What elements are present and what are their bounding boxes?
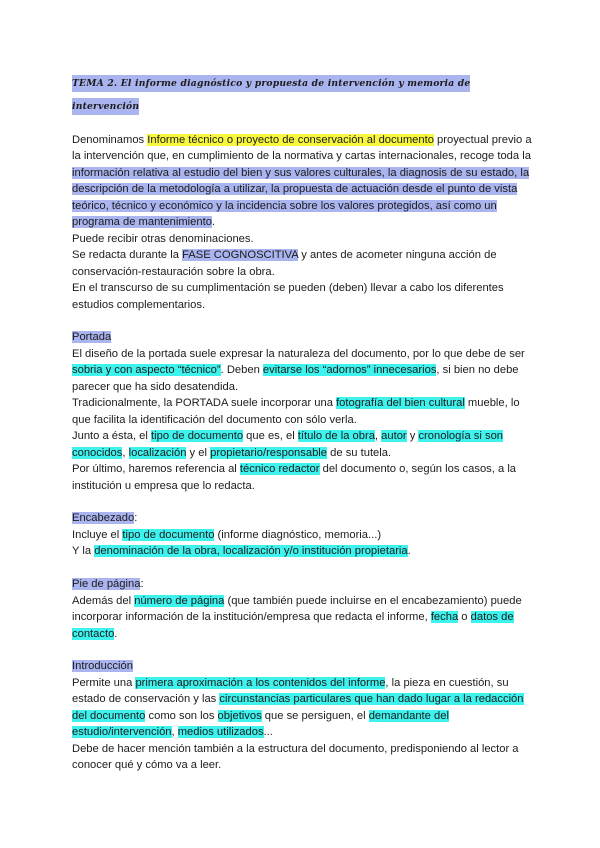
- portada-paragraph-fotografia: Tradicionalmente, la PORTADA suele incorporar una fotografía del bien cultural mueble, lo que facilita la identificación del documento con sólo verla.: [72, 397, 520, 426]
- document-page: [72, 72, 532, 774]
- highlight-objetivos: objetivos: [217, 709, 262, 722]
- intro-paragraph-denominaciones: Puede recibir otras denominaciones.: [72, 232, 254, 245]
- introduccion-paragraph-aproximacion: Permite una primera aproximación a los contenidos del informe, la pieza en cuestión, su estado de conservación y las circunstancias particulares que han dado lugar a la redacción del documento como son los objetivos que se persiguen, el demandante del estudio/intervención, medios utilizados...: [72, 676, 524, 739]
- highlight-tipo-documento: tipo de documento: [151, 430, 244, 443]
- highlight-fase-cognoscitiva: FASE COGNOSCITIVA: [182, 249, 299, 262]
- highlight-autor: autor: [381, 430, 407, 443]
- highlight-numero-pagina: número de página: [134, 594, 225, 607]
- highlight-datos-contacto: datos de contacto: [72, 611, 514, 640]
- highlight-fotografia: fotografía del bien cultural: [336, 397, 465, 410]
- pie-paragraph: Además del número de página (que también puede incluirse en el encabezamiento) puede incorporar información de la institución/empresa que redacta el informe, fecha o datos de contacto.: [72, 594, 522, 640]
- title-text: TEMA 2. El informe diagnóstico y propuesta de intervención y memoria de intervención: [72, 75, 470, 115]
- highlight-demandante: demandante del estudio/intervención: [72, 709, 449, 739]
- highlight-sobria: sobria y con aspecto “técnico”: [72, 364, 221, 377]
- highlight-titulo-obra: título de la obra: [297, 430, 375, 443]
- highlight-primera-aproximacion: primera aproximación a los contenidos del informe: [135, 676, 386, 689]
- portada-paragraph-diseno: El diseño de la portada suele expresar la naturaleza del documento, por lo que debe de ser sobria y con aspecto “técnico”. Deben evitarse los “adornos” innecesarios, si bien no debe parecer que ha sido desatendida.: [72, 347, 525, 393]
- portada-paragraph-datos: Junto a ésta, el tipo de documento que es, el título de la obra, autor y cronología si son conocidos, localización y el propietario/responsable de su tutela.: [72, 430, 504, 459]
- highlight-informacion-relativa: información relativa al estudio del bien y sus valores culturales, la diagnosis de su estado, la descripción de la metodología a utilizar, la propuesta de actuación desde el punto de vista teórico, técnico y económico y la incidencia sobre los valores protegidos, así como un programa de mantenimiento: [72, 166, 530, 229]
- intro-paragraph-estudios: En el transcurso de su cumplimentación se pueden (deben) llevar a cabo los diferentes estudios complementarios.: [72, 282, 504, 311]
- section-heading-portada: Portada: [72, 331, 112, 344]
- intro-paragraph-fase: Se redacta durante la FASE COGNOSCITIVA y antes de acometer ninguna acción de conservación-restauración sobre la obra.: [72, 249, 497, 278]
- highlight-tipo-documento-encabezado: tipo de documento: [122, 528, 215, 541]
- section-heading-encabezado: Encabezado:: [72, 512, 138, 525]
- encabezado-paragraph-denominacion: Y la denominación de la obra, localización y/o institución propietaria.: [72, 545, 411, 558]
- section-heading-introduccion: Introducción: [72, 660, 133, 673]
- highlight-evitarse-adornos: evitarse los “adornos” innecesarios: [262, 364, 437, 377]
- highlight-fecha: fecha: [430, 611, 459, 624]
- highlight-medios: medios utilizados: [177, 726, 264, 739]
- highlight-circunstancias: circunstancias particulares que han dado lugar a la redacción del documento: [72, 693, 524, 722]
- section-heading-pie: Pie de página:: [72, 578, 144, 591]
- highlight-tecnico-redactor: técnico redactor: [239, 463, 320, 476]
- highlight-propietario: propietario/responsable: [210, 446, 328, 459]
- document-title: [72, 72, 532, 118]
- highlight-cronologia: cronología si son conocidos: [72, 430, 504, 459]
- intro-paragraph-definition: Denominamos Informe técnico o proyecto de conservación al documento proyectual previo a la intervención que, en cumplimiento de la normativa y cartas internacionales, recoge toda la información relativa al estudio del bien y sus valores culturales, la diagnosis de su estado, la descripción de la metodología a utilizar, la propuesta de actuación desde el punto de vista teórico, técnico y económico y la incidencia sobre los valores protegidos, así como un programa de mantenimiento.: [72, 134, 532, 229]
- encabezado-paragraph-tipo: Incluye el tipo de documento (informe diagnóstico, memoria...): [72, 528, 382, 541]
- introduccion-paragraph-estructura: Debe de hacer mención también a la estructura del documento, predisponiendo al lector a conocer qué y cómo va a leer.: [72, 742, 519, 772]
- highlight-denominacion-obra: denominación de la obra, localización y/o institución propietaria: [94, 545, 408, 558]
- highlight-localizacion: localización: [128, 446, 187, 459]
- highlight-informe-tecnico: Informe técnico o proyecto de conservación al documento: [147, 134, 434, 146]
- portada-paragraph-tecnico: Por último, haremos referencia al técnico redactor del documento o, según los casos, a la institución u empresa que lo redacta.: [72, 463, 517, 492]
